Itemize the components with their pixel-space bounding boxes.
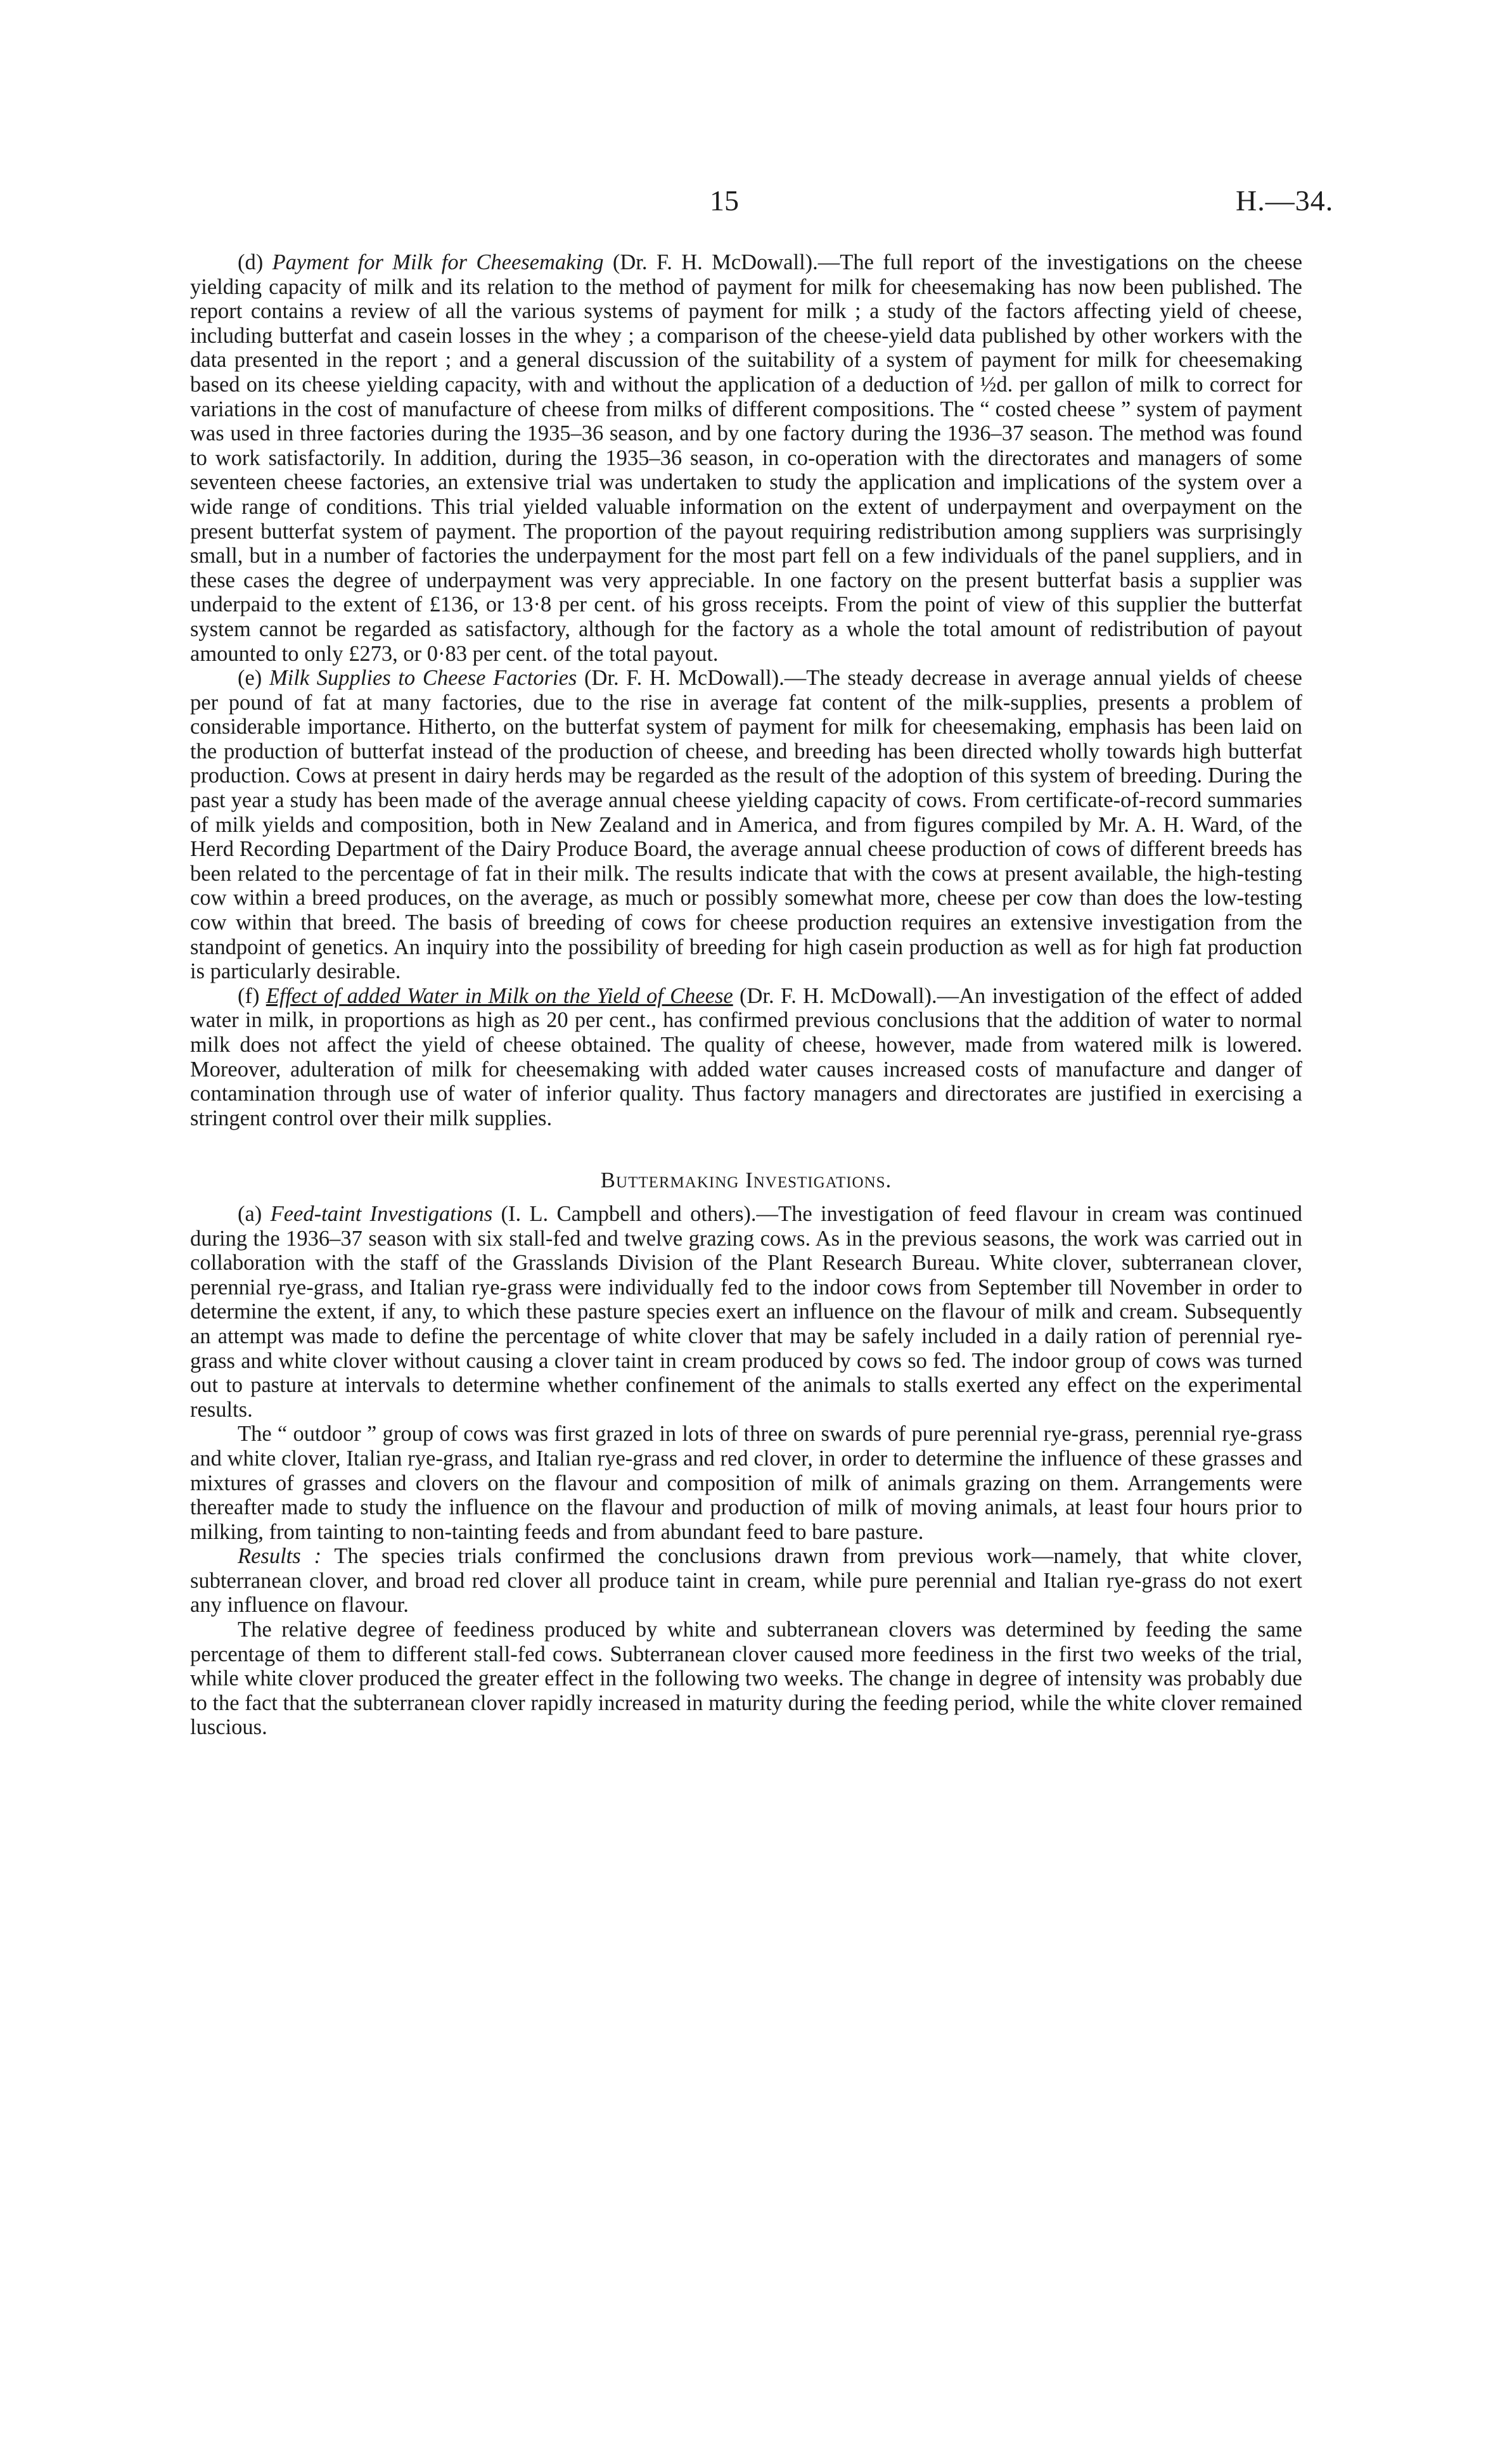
section-title: Feed-taint Investigations [270, 1201, 493, 1226]
section-body: The steady decrease in average annual yields of cheese per pound of fat at many factories, due to the rise in average fat content of the milk-supplies, presents a problem of considerable importance. Hitherto, on the butterfat system of payment for milk for cheesemaking, emphasis has been laid on the production of butterfat instead of the production of cheese, and breeding has been directed wholly towards high butterfat production. Cows at present in dairy herds may be regarded as the result of the adoption of this system of breeding. During the past year a study has been made of the average annual cheese yielding capacity of cows. From certificate-of-record summaries of milk yields and composition, both in New Zealand and in America, and from figures compiled by Mr. A. H. Ward, of the Herd Recording Department of the Dairy Produce Board, the average annual cheese production of cows of different breeds has been related to the percentage of fat in their milk. The results indicate that with the cows at present available, the high-testing cow within a breed produces, on the average, as much or possibly somewhat more, cheese per cow than does the low-testing cow within that breed. The basis of breeding of cows for cheese production requires an extensive investigation from the standpoint of genetics. An inquiry into the possibility of breeding for high casein production as well as for high fat production is particularly desirable. [190, 666, 1302, 984]
section-body: The full report of the investigations on the cheese yielding capacity of milk and its relation to the method of payment for milk for cheesemaking has now been published. The report contains a review of all the various systems of payment for milk ; a study of the factors affecting yield of cheese, including butterfat and casein losses in the whey ; a comparison of the cheese-yield data published by other workers with the data presented in the report ; and a general discussion of the suitability of a system of payment for milk for cheesemaking based on its cheese yielding capacity, with and without the application of a deduction of ½d. per gallon of milk to correct for variations in the cost of manufacture of cheese from milks of different compositions. The “ costed cheese ” system of payment was used in three factories during the 1935–36 season, and by one factory during the 1936–37 season. The method was found to work satisfactorily. In addition, during the 1935–36 season, in co-operation with the directorates and managers of some seventeen cheese factories, an extensive trial was undertaken to study the application and implications of the system over a wide range of conditions. This trial yielded valuable information on the extent of underpayment and overpayment on the present butterfat system of payment. The proportion of the payout requiring redistribution among suppliers was surprisingly small, but in a number of factories the underpayment for the most part fell on a few individuals of the panel suppliers, and in these cases the degree of underpayment was very appreciable. In one factory on the present butterfat basis a supplier was underpaid to the extent of £136, or 13·8 per cent. of his gross receipts. From the point of view of this supplier the butterfat system cannot be regarded as satisfactory, although for the factory as a whole the total amount of redistribution of payout amounted to only £273, or 0·83 per cent. of the total payout. [190, 250, 1303, 666]
section-author: (Dr. F. H. McDowall).— [733, 983, 959, 1008]
paragraph-added-water [190, 984, 1302, 1131]
paragraph-results [190, 1544, 1302, 1618]
page-number: 15 [710, 184, 739, 217]
section-body: An investigation of the effect of added water in milk, in proportions as high as 20 per cent., has confirmed previous conclusions that the addition of water to normal milk does not affect the yield of cheese obtained. The quality of cheese, however, made from watered milk is lowered. Moreover, adulteration of milk for cheesemaking with added water causes increased costs of manufacture and danger of contamination through use of water of inferior quality. Thus factory managers and directorates are justified in exercising a stringent control over their milk supplies. [190, 983, 1303, 1130]
results-label: Results : [238, 1544, 322, 1569]
section-title: Payment for Milk for Cheesemaking [272, 250, 604, 274]
section-label: (e) [238, 666, 262, 691]
paragraph-payment-for-milk [190, 250, 1302, 666]
document-code: H.—34. [1236, 184, 1334, 217]
section-title: Effect of added Water in Milk on the Yield of Cheese [266, 983, 733, 1008]
section-label: (f) [238, 983, 260, 1008]
section-author: (Dr. F. H. McDowall).— [603, 250, 840, 274]
paragraph-feed-taint [190, 1202, 1302, 1422]
section-body: The investigation of feed flavour in cream was continued during the 1936–37 season with six stall-fed and twelve grazing cows. As in the previous seasons, the work was carried out in collaboration with the staff of the Grasslands Division of the Plant Research Bureau. White clover, subterranean clover, perennial rye-grass, and Italian rye-grass were individually fed to the indoor cows from September till November in order to determine the extent, if any, to which these pasture species exert an influence on the flavour of milk and cream. Subsequently an attempt was made to define the percentage of white clover that may be safely included in a daily ration of perennial rye-grass and white clover without causing a clover taint in cream produced by cows so fed. The indoor group of cows was turned out to pasture at intervals to determine whether confinement of the animals to stalls exerted any effect on the experimental results. [190, 1201, 1302, 1422]
section-heading: Buttermaking Investigations. [600, 1168, 892, 1193]
page-body [190, 250, 1302, 1740]
section-author: (Dr. F. H. McDowall).— [577, 666, 807, 691]
paragraph-feediness: The relative degree of feediness produced by white and subterranean clovers was determined by feeding the same percentage of them to different stall-fed cows. Subterranean clover caused more feediness in the first two weeks of the trial, while white clover produced the greater effect in the following two weeks. The change in degree of intensity was probably due to the fact that the subterranean clover rapidly increased in maturity during the feeding period, while the white clover remained luscious. [190, 1618, 1303, 1740]
paragraph-milk-supplies [190, 666, 1302, 984]
section-label: (a) [238, 1201, 262, 1226]
section-title: Milk Supplies to Cheese Factories [269, 666, 577, 691]
section-author: (I. L. Campbell and others).— [492, 1201, 779, 1226]
section-label: (d) [238, 250, 264, 274]
results-body: The species trials confirmed the conclusions drawn from previous work—namely, that white clover, subterranean clover, and broad red clover all produce taint in cream, while pure perennial and Italian rye-grass do not exert any influence on flavour. [190, 1544, 1302, 1618]
paragraph-outdoor-group: The “ outdoor ” group of cows was first grazed in lots of three on swards of pure perennial rye-grass, perennial rye-grass and white clover, Italian rye-grass, and Italian rye-grass and red clover, in order to determine the influence of these grasses and mixtures of grasses and clovers on the flavour and composition of milk of animals grazing on them. Arrangements were thereafter made to study the influence on the flavour and production of milk of moving animals, at least four hours prior to milking, from tainting to non-tainting feeds and from abundant feed to bare pasture. [190, 1422, 1302, 1544]
